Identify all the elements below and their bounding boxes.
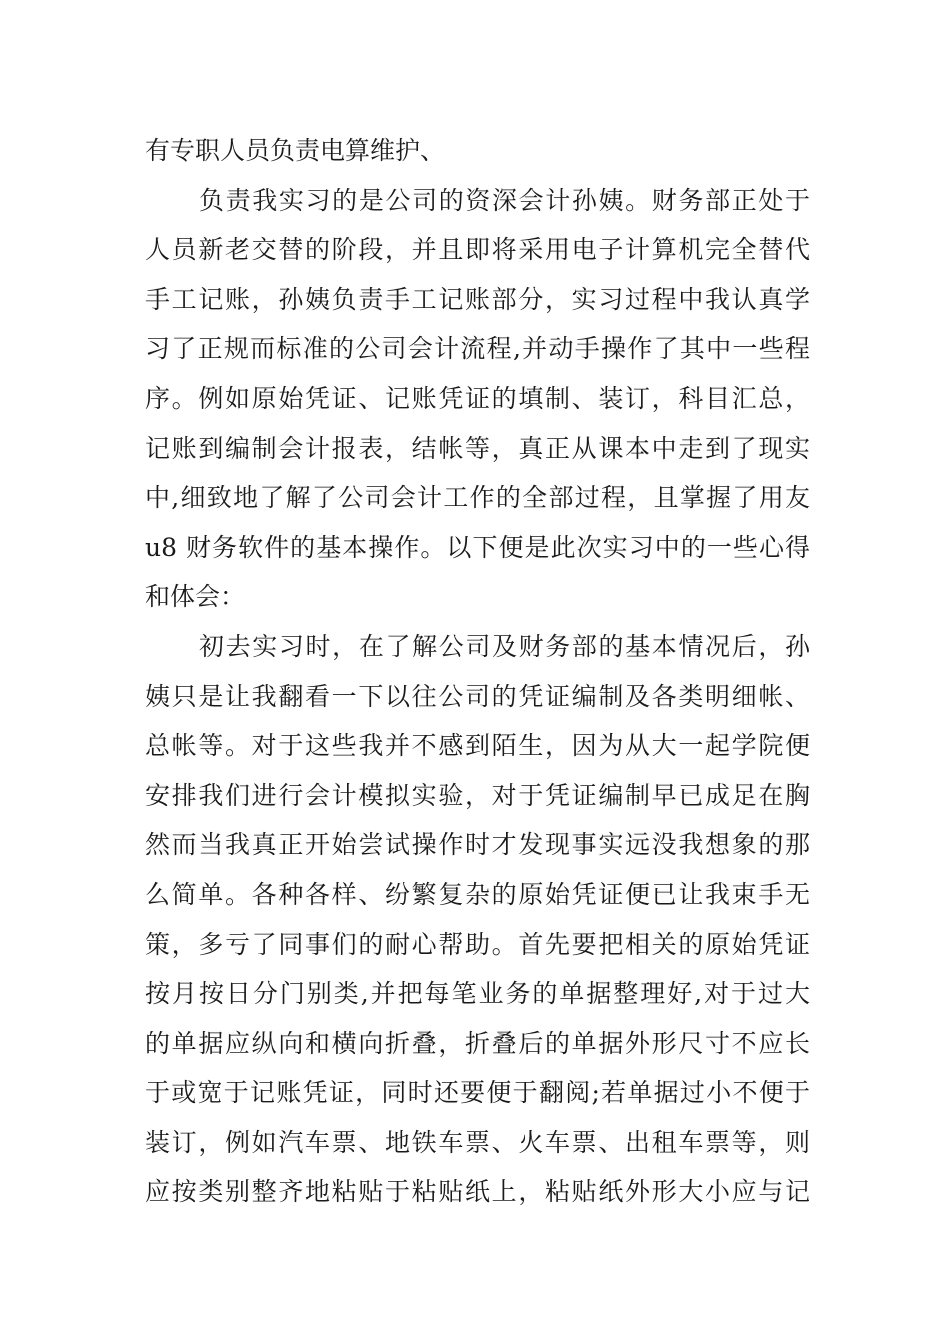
text-line: 按月按日分门别类,并把每笔业务的单据整理好,对于过大 [145, 979, 810, 1009]
document-body [145, 126, 810, 1217]
paragraph-start-line: 初去实习时，在了解公司及财务部的基本情况后，孙 [199, 631, 810, 661]
text-line: 人员新老交替的阶段，并且即将采用电子计算机完全替代 [145, 235, 810, 265]
text-line: 于或宽于记账凭证，同时还要便于翻阅;若单据过小不便于 [145, 1078, 810, 1108]
text-line: 然而当我真正开始尝试操作时才发现事实远没我想象的那 [145, 830, 810, 860]
text-line: 策，多亏了同事们的耐心帮助。首先要把相关的原始凭证 [145, 929, 810, 959]
text-line: 中,细致地了解了公司会计工作的全部过程，且掌握了用友 [145, 483, 810, 513]
text-line: 装订，例如汽车票、地铁车票、火车票、出租车票等，则 [145, 1127, 810, 1157]
text-line: 的单据应纵向和横向折叠，折叠后的单据外形尺寸不应长 [145, 1028, 810, 1058]
text-line: 记账到编制会计报表，结帐等，真正从课本中走到了现实 [145, 433, 810, 463]
text-line: 姨只是让我翻看一下以往公司的凭证编制及各类明细帐、 [145, 681, 810, 711]
text-line: 手工记账，孙姨负责手工记账部分，实习过程中我认真学 [145, 284, 810, 314]
text-line: 安排我们进行会计模拟实验，对于凭证编制早已成足在胸 [145, 780, 810, 810]
paragraph-start-line: 负责我实习的是公司的资深会计孙姨。财务部正处于 [199, 185, 810, 215]
text-line: 总帐等。对于这些我并不感到陌生，因为从大一起学院便 [145, 731, 810, 761]
text-line: 应按类别整齐地粘贴于粘贴纸上，粘贴纸外形大小应与记 [145, 1177, 810, 1207]
text-line: 有专职人员负责电算维护、 [145, 136, 446, 165]
text-line: 序。例如原始凭证、记账凭证的填制、装订，科目汇总， [145, 383, 810, 413]
text-line: 习了正规而标准的公司会计流程,并动手操作了其中一些程 [145, 334, 810, 364]
text-line: 和体会： [145, 582, 246, 612]
text-line: u8 财务软件的基本操作。以下便是此次实习中的一些心得 [145, 532, 810, 562]
text-line: 么简单。各种各样、纷繁复杂的原始凭证便已让我束手无 [145, 879, 810, 909]
